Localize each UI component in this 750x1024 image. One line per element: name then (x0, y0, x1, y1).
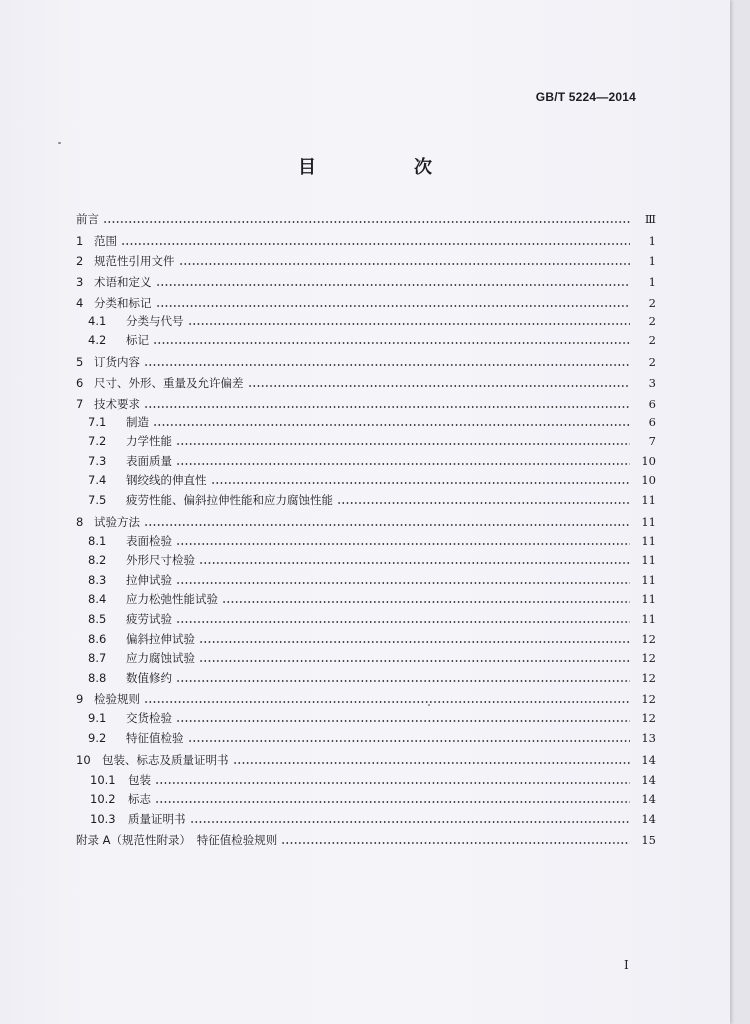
dot-leader (176, 463, 630, 465)
toc-entry[interactable] (76, 430, 656, 448)
toc-entry[interactable] (76, 769, 656, 787)
toc-entry-page: 6 (648, 415, 656, 429)
toc-entry-page: 1 (648, 234, 656, 248)
toc-entry-number: 7 (76, 397, 84, 411)
toc-entry[interactable] (76, 469, 656, 487)
dot-leader (199, 660, 630, 662)
toc-entry-page: 12 (641, 692, 656, 706)
toc-entry-number: 9.2 (88, 731, 107, 745)
toc-entry-page: 12 (641, 651, 656, 665)
toc-entry-page: 2 (648, 314, 656, 328)
toc-entry-number: 7.2 (88, 434, 107, 448)
dot-leader (190, 821, 631, 823)
dot-leader (144, 406, 630, 408)
toc-entry-page: 3 (648, 376, 656, 390)
toc-entry-page: 11 (641, 515, 656, 529)
toc-entry-number: 8.4 (88, 592, 107, 606)
toc-entry-page: 12 (641, 671, 656, 685)
toc-entry[interactable] (76, 310, 656, 328)
toc-entry-page: 11 (641, 573, 656, 587)
toc-entry-page: 14 (641, 773, 656, 787)
toc-entry[interactable] (76, 688, 656, 706)
dot-leader (144, 524, 630, 526)
toc-entry-number: 8.3 (88, 573, 107, 587)
toc-entry-label: 尺寸、外形、重量及允许偏差 (94, 376, 244, 390)
dot-leader (144, 364, 630, 366)
toc-entry-label: 应力松弛性能试验 (126, 592, 218, 606)
toc-entry[interactable] (76, 351, 656, 369)
scan-speck (428, 704, 430, 706)
dot-leader (199, 641, 630, 643)
toc-entry-label: 技术要求 (94, 397, 140, 411)
toc-entry-label: 钢绞线的伸直性 (126, 473, 207, 487)
toc-entry[interactable] (76, 530, 656, 548)
toc-entry-page: 2 (648, 296, 656, 310)
toc-entry-number: 7.1 (88, 415, 107, 429)
toc-entry-label: 偏斜拉伸试验 (126, 632, 195, 646)
dot-leader (337, 502, 630, 504)
toc-entry-label: 分类与代号 (126, 314, 184, 328)
toc-entry-number: 8.7 (88, 651, 107, 665)
toc-entry-page: 2 (648, 355, 656, 369)
toc-entry-number: 8.2 (88, 553, 107, 567)
toc-entry-number: 7.4 (88, 473, 107, 487)
dot-leader (144, 701, 630, 703)
toc-entry-number: 1 (76, 234, 84, 248)
toc-entry[interactable] (76, 727, 656, 745)
toc-entry-number: 5 (76, 355, 84, 369)
toc-entry[interactable] (76, 230, 656, 248)
toc-entry-label: 包装 (128, 773, 151, 787)
toc-entry[interactable] (76, 569, 656, 587)
toc-entry-label: 交货检验 (126, 711, 172, 725)
toc-entry-number: 2 (76, 254, 84, 268)
toc-entry[interactable] (76, 329, 656, 347)
toc-entry-label: 前言 (76, 212, 99, 226)
toc-entry-number: 3 (76, 275, 84, 289)
toc-entry-label: 制造 (126, 415, 149, 429)
toc-entry-number: 8.1 (88, 534, 107, 548)
toc-entry-label: 分类和标记 (94, 296, 152, 310)
dot-leader (176, 621, 630, 623)
toc-entry-page: 11 (641, 534, 656, 548)
toc-entry[interactable] (76, 489, 656, 507)
dot-leader (153, 424, 630, 426)
dot-leader (156, 284, 631, 286)
toc-entry-page: 12 (641, 711, 656, 725)
toc-entry-number: 8.8 (88, 671, 107, 685)
toc-entry-number: 4.2 (88, 333, 107, 347)
dot-leader (176, 443, 630, 445)
toc-entry-page: 6 (648, 397, 656, 411)
toc-entry-page: 12 (641, 632, 656, 646)
toc-entry-page: 11 (641, 612, 656, 626)
toc-entry-number: 10.1 (90, 773, 116, 787)
toc-entry[interactable] (76, 647, 656, 665)
toc-entry-page: 11 (641, 493, 656, 507)
toc-entry-label: 特征值检验 (126, 731, 184, 745)
dot-leader (176, 680, 630, 682)
dot-leader (176, 582, 630, 584)
dot-leader (248, 385, 631, 387)
toc-entry[interactable] (76, 749, 656, 767)
toc-entry-label: 数值修约 (126, 671, 172, 685)
toc-entry-number: 10.2 (90, 792, 116, 806)
toc-entry-label: 订货内容 (94, 355, 140, 369)
toc-entry-number: 8.6 (88, 632, 107, 646)
toc-entry-label: 标志 (128, 792, 151, 806)
dot-leader (188, 740, 631, 742)
toc-entry-label: 附录 A（规范性附录） 特征值检验规则 (76, 833, 278, 847)
toc-entry[interactable] (76, 588, 656, 606)
toc-entry[interactable] (76, 608, 656, 626)
toc-entry-page: 2 (648, 333, 656, 347)
toc-entry-label: 标记 (126, 333, 149, 347)
toc-entry-number: 8 (76, 515, 84, 529)
toc-entry-label: 力学性能 (126, 434, 172, 448)
toc-entry-page: 10 (641, 454, 656, 468)
toc-entry-label: 应力腐蚀试验 (126, 651, 195, 665)
toc-entry-page: 1 (648, 275, 656, 289)
toc-entry[interactable] (76, 292, 656, 310)
toc-entry-label: 表面质量 (126, 454, 172, 468)
toc-entry[interactable] (76, 549, 656, 567)
dot-leader (103, 221, 630, 223)
toc-entry-page: 14 (641, 753, 656, 767)
dot-leader (176, 543, 630, 545)
toc-entry-number: 9.1 (88, 711, 107, 725)
dot-leader (233, 762, 631, 764)
toc-entry[interactable] (76, 411, 656, 429)
toc-entry-label: 质量证明书 (128, 812, 186, 826)
dot-leader (156, 305, 631, 307)
toc-entry-label: 疲劳性能、偏斜拉伸性能和应力腐蚀性能 (126, 493, 333, 507)
dot-leader (188, 323, 631, 325)
toc-entry-number: 6 (76, 376, 84, 390)
toc-entry-number: 10.3 (90, 812, 116, 826)
toc-entry[interactable] (76, 372, 656, 390)
dot-leader (153, 342, 630, 344)
toc-entry-label: 范围 (94, 234, 117, 248)
toc-entry-label: 检验规则 (94, 692, 140, 706)
toc-entry-label: 术语和定义 (94, 275, 152, 289)
toc-entry[interactable] (76, 450, 656, 468)
toc-entry-page: 15 (641, 833, 656, 847)
toc-entry[interactable] (76, 628, 656, 646)
dot-leader (121, 243, 630, 245)
toc-entry-label: 包装、标志及质量证明书 (102, 753, 229, 767)
toc-entry[interactable] (76, 808, 656, 826)
toc-entry-number: 8.5 (88, 612, 107, 626)
standard-code: GB/T 5224—2014 (535, 90, 636, 104)
toc-entry-label: 疲劳试验 (126, 612, 172, 626)
dot-leader (199, 562, 630, 564)
toc-entry-page: 10 (641, 473, 656, 487)
toc-entry-number: 4 (76, 296, 84, 310)
toc-entry[interactable] (76, 667, 656, 685)
toc-entry-number: 7.3 (88, 454, 107, 468)
toc-entry[interactable] (76, 271, 656, 289)
toc-entry-page: 13 (641, 731, 656, 745)
page-title: 目 次 (298, 157, 472, 178)
toc-entry-number: 9 (76, 692, 84, 706)
toc-entry-label: 试验方法 (94, 515, 140, 529)
toc-entry-label: 表面检验 (126, 534, 172, 548)
toc-entry-number: 7.5 (88, 493, 107, 507)
toc-entry[interactable] (76, 707, 656, 725)
toc-entry[interactable] (76, 250, 656, 268)
toc-entry-page: 11 (641, 553, 656, 567)
toc-entry[interactable] (76, 788, 656, 806)
toc-entry-page: 14 (641, 792, 656, 806)
dot-leader (179, 263, 631, 265)
toc-entry-number: 10 (76, 753, 91, 767)
toc-entry[interactable] (76, 393, 656, 411)
toc-entry-label: 拉伸试验 (126, 573, 172, 587)
toc-entry-page: 11 (641, 592, 656, 606)
toc-entry-label: 规范性引用文件 (94, 254, 175, 268)
toc-entry-page: 14 (641, 812, 656, 826)
toc-entry-number: 4.1 (88, 314, 107, 328)
page-number: I (624, 958, 629, 972)
dot-leader (222, 601, 630, 603)
dot-leader (155, 782, 630, 784)
dot-leader (211, 482, 631, 484)
dot-leader (281, 842, 630, 844)
toc-entry[interactable] (76, 829, 656, 847)
toc-entry-label: 外形尺寸检验 (126, 553, 195, 567)
toc-entry-page: Ⅲ (644, 212, 656, 226)
toc-entry[interactable] (76, 208, 656, 226)
toc-entry-page: 1 (648, 254, 656, 268)
scan-speck (58, 142, 61, 144)
dot-leader (176, 720, 630, 722)
toc-entry-page: 7 (648, 434, 656, 448)
toc-entry[interactable] (76, 511, 656, 529)
dot-leader (155, 801, 630, 803)
